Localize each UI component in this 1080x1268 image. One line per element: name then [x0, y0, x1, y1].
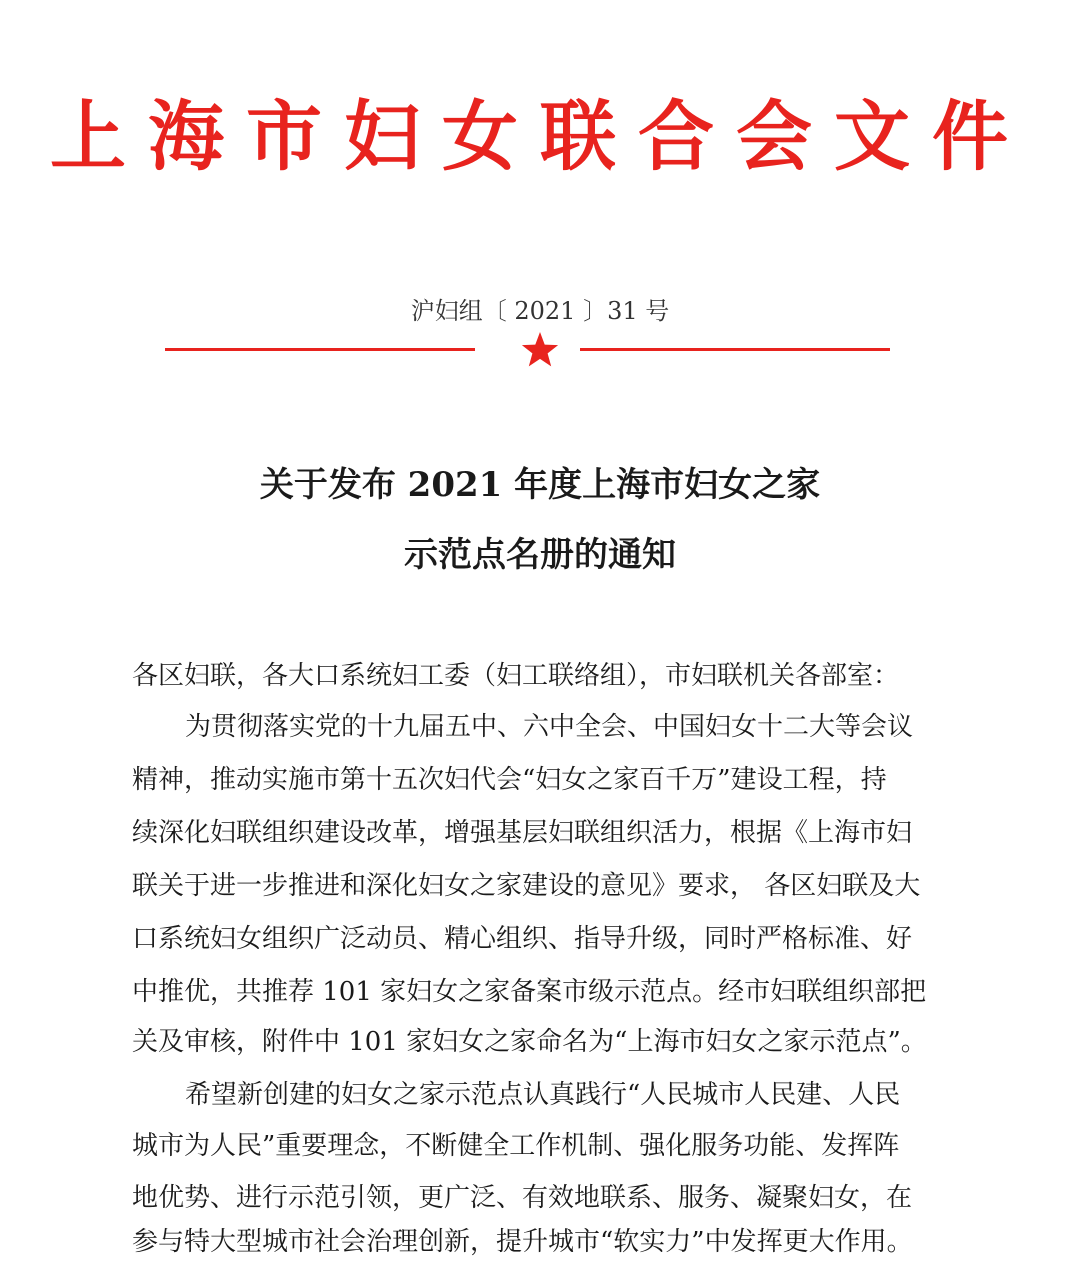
star-icon	[520, 330, 560, 370]
masthead-title: 上海市妇女联合会文件	[50, 92, 1030, 181]
body-line: 希望新创建的妇女之家示范点认真践行“人民城市人民建、人民	[185, 1080, 901, 1110]
red-separator	[165, 330, 890, 370]
document-number: 沪妇组〔 2021 〕31 号	[410, 297, 670, 325]
body-line: 口系统妇女组织广泛动员、精心组织、指导升级，同时严格标准、好	[132, 924, 913, 954]
body-line: 联关于进一步推进和深化妇女之家建设的意见》要求， 各区妇联及大	[132, 871, 921, 901]
body-line: 中推优，共推荐 101 家妇女之家备案市级示范点。经市妇联组织部把	[132, 977, 927, 1007]
separator-line-left	[165, 348, 475, 351]
body-line: 为贯彻落实党的十九届五中、六中全会、中国妇女十二大等会议	[185, 712, 914, 742]
body-line: 精神，推动实施市第十五次妇代会“妇女之家百千万”建设工程，持	[132, 765, 887, 795]
salutation: 各区妇联，各大口系统妇工委（妇工联络组），市妇联机关各部室：	[132, 661, 900, 691]
body-line: 地优势、进行示范引领，更广泛、有效地联系、服务、凝聚妇女，在	[132, 1183, 913, 1213]
notice-title-line-1: 关于发布 2021 年度上海市妇女之家	[259, 465, 821, 505]
notice-title-line-2: 示范点名册的通知	[404, 535, 676, 575]
body-line: 参与特大型城市社会治理创新，提升城市“软实力”中发挥更大作用。	[132, 1227, 913, 1257]
body-line: 续深化妇联组织建设改革，增强基层妇联组织活力，根据《上海市妇	[132, 818, 913, 848]
separator-line-right	[580, 348, 890, 351]
body-line: 关及审核，附件中 101 家妇女之家命名为“上海市妇女之家示范点”。	[132, 1027, 927, 1057]
body-line: 城市为人民”重要理念，不断健全工作机制、强化服务功能、发挥阵	[132, 1131, 900, 1161]
